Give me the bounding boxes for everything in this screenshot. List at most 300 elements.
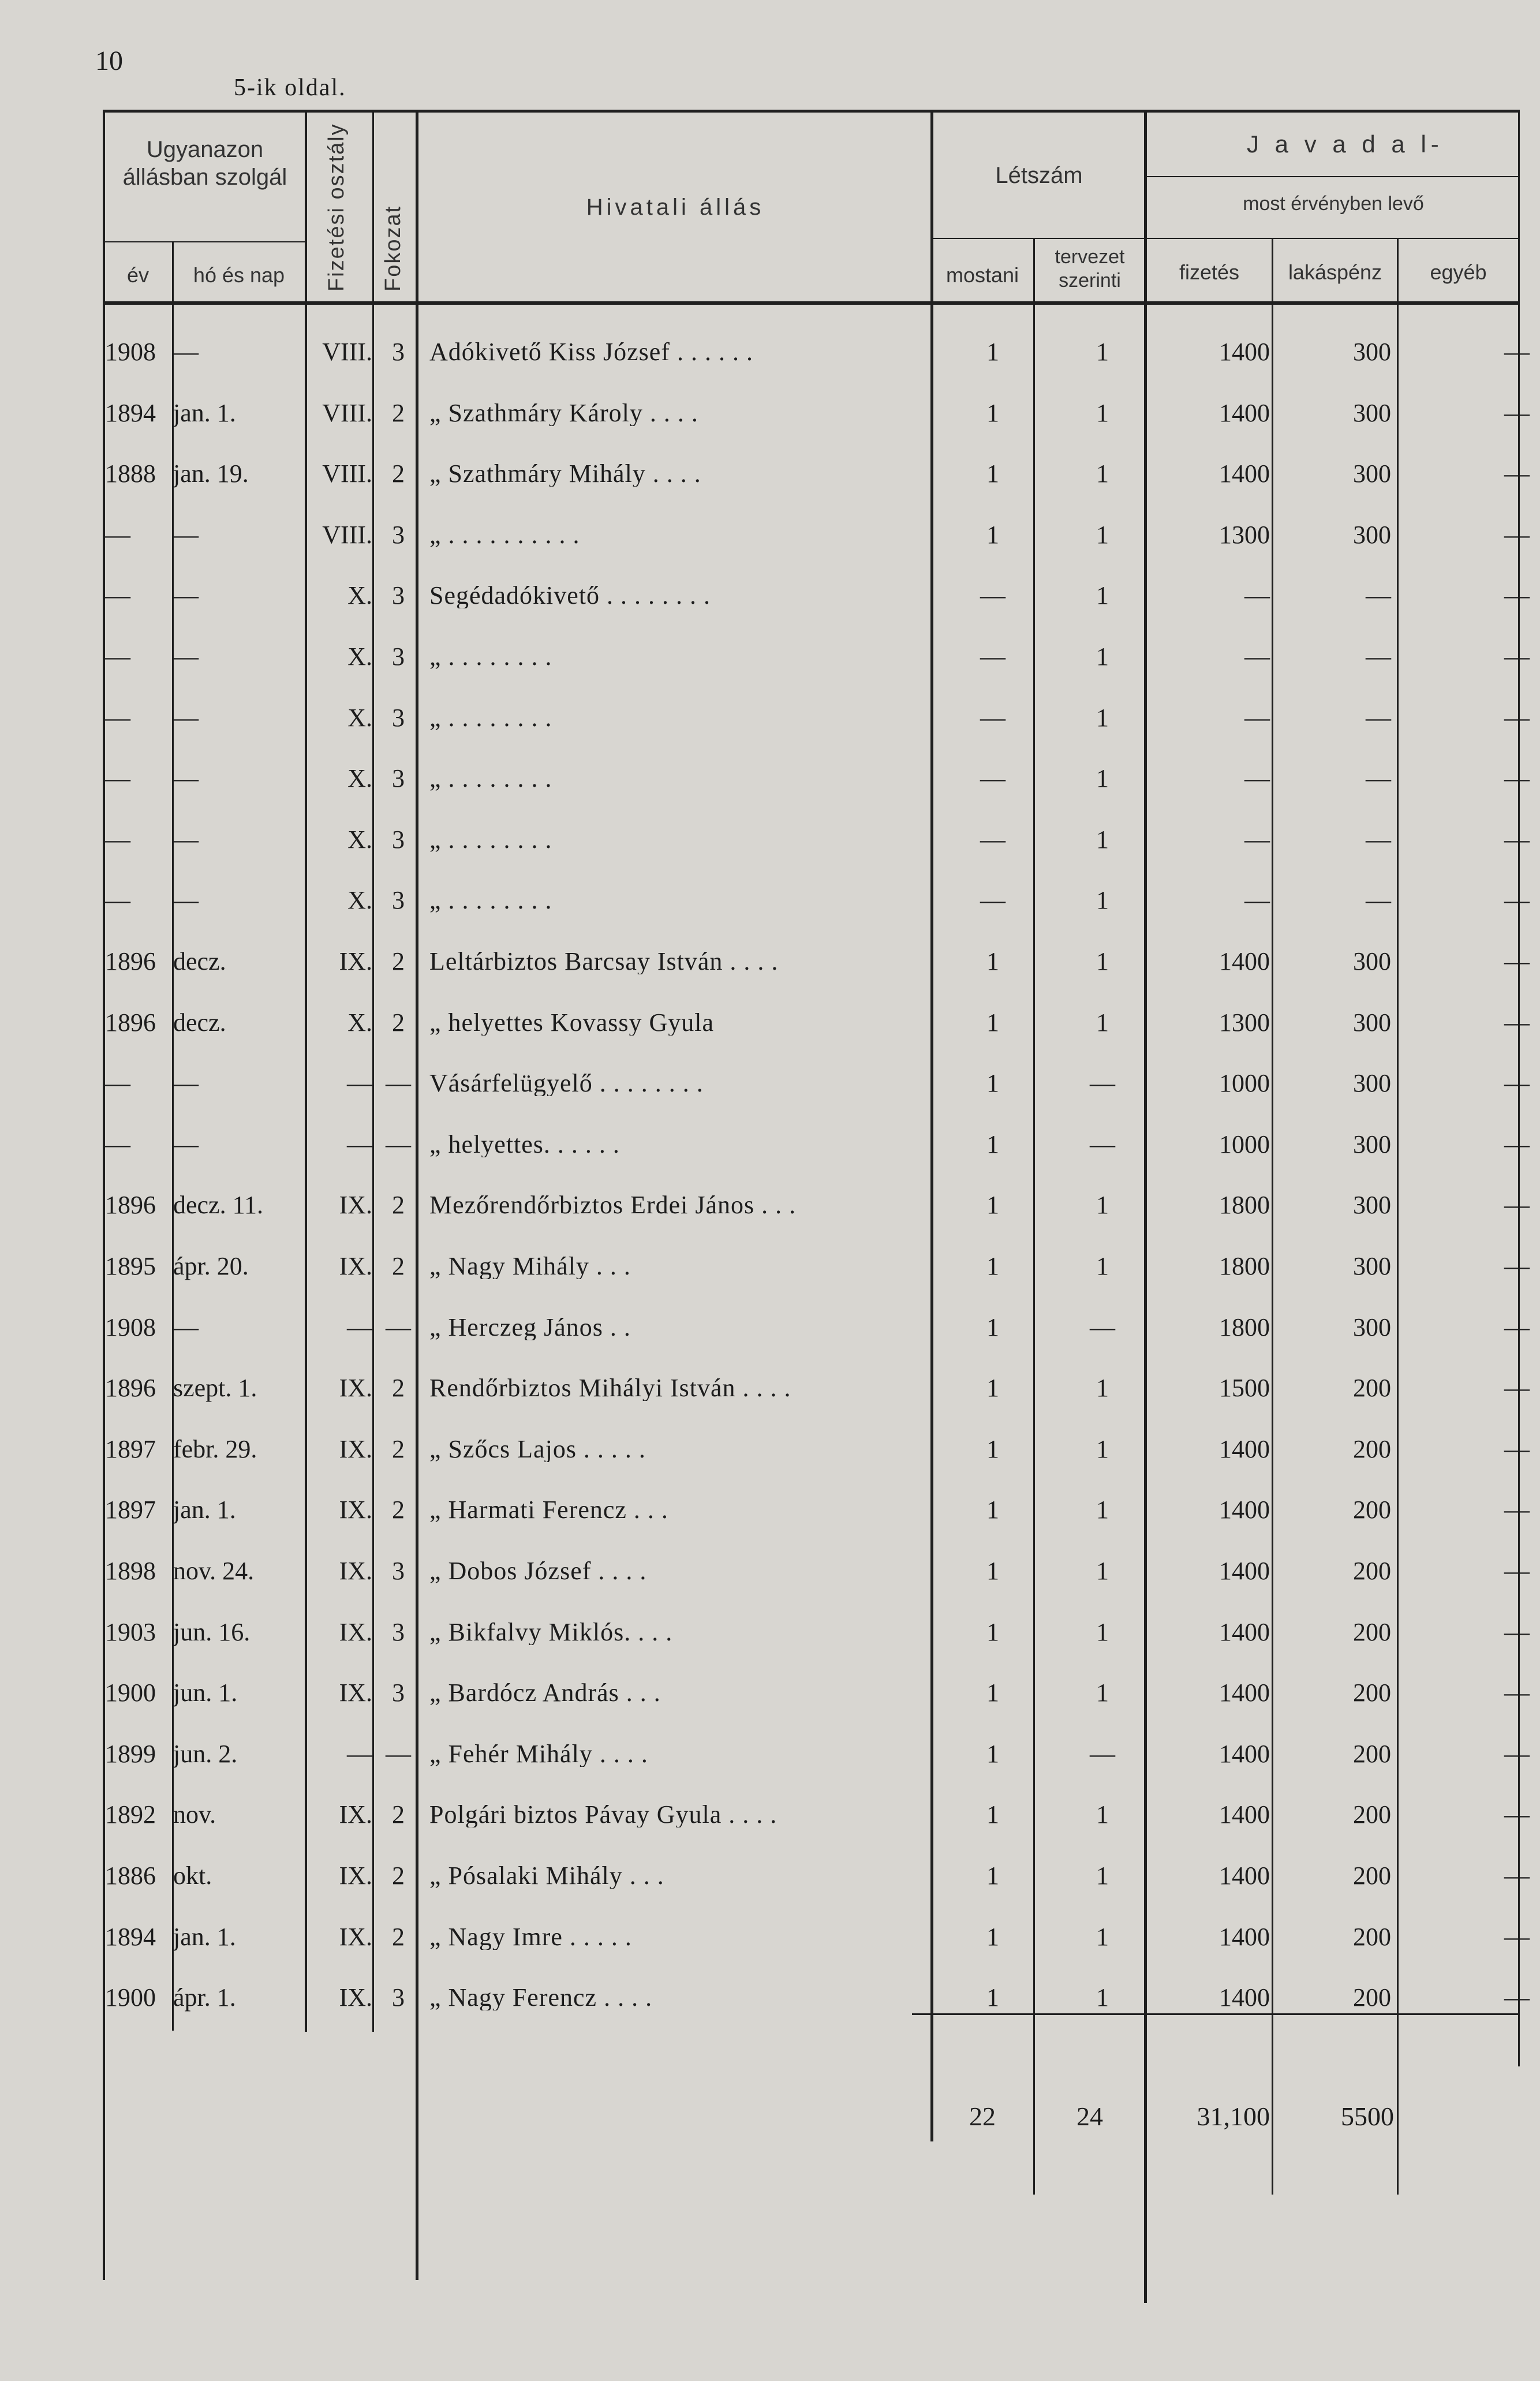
cell-year: 1899 — [105, 1740, 156, 1768]
cell-salary: — — [1244, 886, 1270, 914]
cell-class: — — [347, 1130, 372, 1158]
cell-current-count: — — [980, 642, 1006, 671]
cell-housing: — — [1366, 825, 1391, 854]
cell-position: „ Nagy Imre . . . . . — [429, 1924, 632, 1950]
cell-housing: 200 — [1353, 1740, 1391, 1768]
cell-other: — — [1504, 1313, 1530, 1341]
cell-grade: 3 — [392, 1557, 405, 1585]
cell-grade: — — [386, 1313, 411, 1341]
cell-current-count: 1 — [986, 1252, 999, 1280]
cell-housing: 200 — [1353, 1679, 1391, 1707]
cell-other: — — [1504, 459, 1530, 488]
cell-year: 1896 — [105, 947, 156, 975]
header-fokozat: Fokozat — [381, 205, 405, 291]
header-mid-rule-javadalom-2 — [1144, 238, 1520, 239]
cell-position: „ Szőcs Lajos . . . . . — [429, 1437, 646, 1462]
header-mid-rule-letszam — [930, 238, 1144, 239]
cell-date: — — [173, 764, 199, 793]
cell-planned-count: — — [1090, 1130, 1115, 1158]
cell-year: 1894 — [105, 1923, 156, 1951]
cell-current-count: 1 — [986, 1191, 999, 1219]
cell-salary: 1400 — [1219, 1862, 1270, 1890]
cell-other: — — [1504, 1862, 1530, 1890]
cell-planned-count: 1 — [1096, 1191, 1109, 1219]
cell-housing: 300 — [1353, 1252, 1391, 1280]
cell-position: „ Fehér Mihály . . . . — [429, 1741, 648, 1767]
cell-date: decz. — [173, 1008, 226, 1037]
cell-housing: — — [1366, 581, 1391, 610]
header-javadalom: J a v a d a l- — [1247, 130, 1444, 158]
cell-position: „ . . . . . . . . — [429, 705, 552, 731]
cell-year: 1888 — [105, 459, 156, 488]
cell-date: ápr. 1. — [173, 1983, 236, 2012]
cell-salary: 1800 — [1219, 1313, 1270, 1341]
cell-housing: 200 — [1353, 1983, 1391, 2012]
cell-salary: — — [1244, 704, 1270, 732]
cell-housing: 200 — [1353, 1557, 1391, 1585]
cell-current-count: 1 — [986, 1740, 999, 1768]
cell-housing: — — [1366, 642, 1391, 671]
cell-other: — — [1504, 338, 1530, 366]
cell-class: X. — [347, 642, 372, 671]
cell-other: — — [1504, 1618, 1530, 1646]
cell-grade: 2 — [392, 1008, 405, 1037]
cell-class: X. — [347, 825, 372, 854]
cell-planned-count: 1 — [1096, 704, 1109, 732]
cell-grade: 2 — [392, 1252, 405, 1280]
cell-position: „ Szathmáry Károly . . . . — [429, 401, 698, 426]
cell-date: nov. — [173, 1800, 216, 1829]
total-tervezet: 24 — [1076, 2102, 1103, 2131]
cell-planned-count: 1 — [1096, 1496, 1109, 1524]
cell-year: 1895 — [105, 1252, 156, 1280]
cell-class: IX. — [339, 1618, 372, 1646]
cell-date: decz. — [173, 947, 226, 975]
col-line-fizetes — [1272, 238, 1273, 2195]
cell-other: — — [1504, 1679, 1530, 1707]
cell-grade: 2 — [392, 947, 405, 975]
cell-housing: 200 — [1353, 1374, 1391, 1402]
cell-planned-count: 1 — [1096, 1435, 1109, 1463]
cell-current-count: 1 — [986, 1008, 999, 1037]
cell-date: jan. 1. — [173, 1923, 236, 1951]
cell-date: jun. 1. — [173, 1679, 238, 1707]
cell-housing: 300 — [1353, 1069, 1391, 1097]
cell-date: jan. 19. — [173, 459, 249, 488]
cell-date: febr. 29. — [173, 1435, 257, 1463]
cell-position: Rendőrbiztos Mihályi István . . . . — [429, 1375, 791, 1401]
header-fizetesi-osztaly: Fizetési osztály — [324, 123, 349, 291]
cell-grade: 2 — [392, 1496, 405, 1524]
cell-class: X. — [347, 704, 372, 732]
header-lakaspenz: lakáspénz — [1288, 260, 1382, 284]
cell-housing: — — [1366, 704, 1391, 732]
cell-year: 1896 — [105, 1374, 156, 1402]
cell-current-count: — — [980, 825, 1006, 854]
cell-year: 1894 — [105, 399, 156, 427]
cell-other: — — [1504, 399, 1530, 427]
cell-year: 1900 — [105, 1679, 156, 1707]
cell-planned-count: 1 — [1096, 338, 1109, 366]
cell-date: — — [173, 704, 199, 732]
cell-salary: — — [1244, 825, 1270, 854]
cell-current-count: 1 — [986, 1435, 999, 1463]
cell-other: — — [1504, 1008, 1530, 1037]
cell-salary: 1300 — [1219, 1008, 1270, 1037]
cell-housing: 300 — [1353, 459, 1391, 488]
cell-class: VIII. — [322, 459, 372, 488]
cell-class: IX. — [339, 1435, 372, 1463]
cell-other: — — [1504, 521, 1530, 549]
cell-position: Adókivető Kiss József . . . . . . — [429, 339, 753, 365]
cell-housing: 300 — [1353, 399, 1391, 427]
cell-date: — — [173, 338, 199, 366]
cell-class: IX. — [339, 947, 372, 975]
cell-planned-count: 1 — [1096, 459, 1109, 488]
cell-other: — — [1504, 947, 1530, 975]
cell-planned-count: 1 — [1096, 399, 1109, 427]
cell-current-count: 1 — [986, 1130, 999, 1158]
cell-date: szept. 1. — [173, 1374, 257, 1402]
cell-other: — — [1504, 1252, 1530, 1280]
cell-class: IX. — [339, 1983, 372, 2012]
cell-year: 1903 — [105, 1618, 156, 1646]
cell-planned-count: 1 — [1096, 1557, 1109, 1585]
cell-class: IX. — [339, 1191, 372, 1219]
cell-year: 1908 — [105, 1313, 156, 1341]
cell-housing: — — [1366, 764, 1391, 793]
cell-housing: 200 — [1353, 1923, 1391, 1951]
cell-housing: 200 — [1353, 1435, 1391, 1463]
cell-other: — — [1504, 1374, 1530, 1402]
cell-grade: 2 — [392, 1191, 405, 1219]
cell-class: IX. — [339, 1374, 372, 1402]
cell-position: „ . . . . . . . . — [429, 766, 552, 791]
cell-salary: 1000 — [1219, 1130, 1270, 1158]
cell-class: IX. — [339, 1923, 372, 1951]
cell-grade: 3 — [392, 704, 405, 732]
cell-class: — — [347, 1069, 372, 1097]
cell-year: 1900 — [105, 1983, 156, 2012]
cell-current-count: — — [980, 764, 1006, 793]
cell-grade: 3 — [392, 642, 405, 671]
cell-class: IX. — [339, 1800, 372, 1829]
col-line-class — [372, 110, 374, 2032]
cell-grade: 3 — [392, 1983, 405, 2012]
cell-grade: 3 — [392, 581, 405, 610]
cell-class: VIII. — [322, 521, 372, 549]
cell-current-count: 1 — [986, 1374, 999, 1402]
cell-position: „ Herczeg János . . — [429, 1315, 631, 1340]
cell-current-count: — — [980, 704, 1006, 732]
cell-grade: 2 — [392, 1435, 405, 1463]
cell-current-count: 1 — [986, 1496, 999, 1524]
cell-grade: 2 — [392, 459, 405, 488]
cell-date: jan. 1. — [173, 1496, 236, 1524]
header-ugyanazon: Ugyanazon állásban szolgál — [122, 137, 287, 190]
cell-other: — — [1504, 1557, 1530, 1585]
cell-position: „ Pósalaki Mihály . . . — [429, 1863, 664, 1889]
header-tervezet-szerinti: tervezet szerinti — [1055, 246, 1125, 291]
cell-grade: 3 — [392, 1679, 405, 1707]
cell-housing: 300 — [1353, 1008, 1391, 1037]
cell-grade: 3 — [392, 521, 405, 549]
cell-grade: 2 — [392, 1862, 405, 1890]
cell-planned-count: 1 — [1096, 1374, 1109, 1402]
cell-planned-count: 1 — [1096, 1923, 1109, 1951]
cell-grade: 3 — [392, 825, 405, 854]
header-fizetes: fizetés — [1179, 260, 1240, 284]
header-ho-es-nap: hó és nap — [193, 263, 285, 287]
cell-other: — — [1504, 1069, 1530, 1097]
cell-salary: — — [1244, 581, 1270, 610]
cell-salary: 1400 — [1219, 1800, 1270, 1829]
cell-position: „ . . . . . . . . — [429, 888, 552, 913]
cell-other: — — [1504, 581, 1530, 610]
cell-current-count: 1 — [986, 1923, 999, 1951]
cell-planned-count: 1 — [1096, 642, 1109, 671]
cell-year: — — [105, 581, 130, 610]
cell-grade: 2 — [392, 1374, 405, 1402]
cell-date: ápr. 20. — [173, 1252, 249, 1280]
cell-planned-count: 1 — [1096, 1252, 1109, 1280]
cell-year: — — [105, 764, 130, 793]
cell-salary: 1400 — [1219, 399, 1270, 427]
cell-housing: 200 — [1353, 1618, 1391, 1646]
cell-position: „ Nagy Mihály . . . — [429, 1254, 631, 1279]
cell-date: — — [173, 825, 199, 854]
cell-year: 1896 — [105, 1191, 156, 1219]
cell-salary: 1400 — [1219, 1557, 1270, 1585]
cell-year: — — [105, 521, 130, 549]
cell-planned-count: 1 — [1096, 825, 1109, 854]
cell-current-count: 1 — [986, 947, 999, 975]
cell-grade: 3 — [392, 886, 405, 914]
cell-position: „ Harmati Ferencz . . . — [429, 1497, 668, 1523]
total-mostani: 22 — [969, 2102, 996, 2131]
cell-planned-count: 1 — [1096, 1800, 1109, 1829]
cell-class: X. — [347, 1008, 372, 1037]
cell-housing: 200 — [1353, 1800, 1391, 1829]
cell-class: X. — [347, 764, 372, 793]
cell-grade: 2 — [392, 1923, 405, 1951]
cell-other: — — [1504, 1435, 1530, 1463]
cell-year: 1908 — [105, 338, 156, 366]
cell-salary: 1400 — [1219, 947, 1270, 975]
cell-planned-count: — — [1090, 1313, 1115, 1341]
cell-year: 1897 — [105, 1435, 156, 1463]
cell-current-count: 1 — [986, 1679, 999, 1707]
cell-other: — — [1504, 1740, 1530, 1768]
cell-planned-count: 1 — [1096, 1983, 1109, 2012]
header-ev: év — [126, 263, 149, 287]
cell-date: decz. 11. — [173, 1191, 263, 1219]
cell-other: — — [1504, 825, 1530, 854]
cell-salary: 1500 — [1219, 1374, 1270, 1402]
cell-planned-count: 1 — [1096, 886, 1109, 914]
cell-class: X. — [347, 581, 372, 610]
cell-other: — — [1504, 1130, 1530, 1158]
header-egyeb: egyéb — [1430, 260, 1487, 284]
cell-year: — — [105, 704, 130, 732]
cell-date: okt. — [173, 1862, 212, 1890]
cell-current-count: 1 — [986, 521, 999, 549]
header-mid-rule-left — [103, 241, 305, 242]
cell-salary: 1800 — [1219, 1252, 1270, 1280]
cell-date: jan. 1. — [173, 399, 236, 427]
cell-salary: 1400 — [1219, 1435, 1270, 1463]
cell-year: 1886 — [105, 1862, 156, 1890]
cell-class: IX. — [339, 1557, 372, 1585]
cell-position: „ helyettes. . . . . . — [429, 1132, 620, 1157]
cell-planned-count: 1 — [1096, 581, 1109, 610]
cell-salary: 1400 — [1219, 1923, 1270, 1951]
cell-housing: 300 — [1353, 1130, 1391, 1158]
totals-rule — [912, 2013, 1520, 2015]
cell-housing: 300 — [1353, 1191, 1391, 1219]
cell-position: Leltárbiztos Barcsay István . . . . — [429, 949, 779, 974]
cell-salary: 1400 — [1219, 1679, 1270, 1707]
page-reference: 5-ik oldal. — [234, 74, 346, 101]
cell-class: VIII. — [322, 399, 372, 427]
header-most-ervenyben-levo: most érvényben levő — [1243, 193, 1424, 215]
cell-position: „ Szathmáry Mihály . . . . — [429, 461, 701, 487]
cell-other: — — [1504, 1800, 1530, 1829]
cell-grade: — — [386, 1130, 411, 1158]
cell-date: — — [173, 642, 199, 671]
cell-position: „ helyettes Kovassy Gyula — [429, 1010, 714, 1036]
cell-other: — — [1504, 764, 1530, 793]
cell-class: VIII. — [322, 338, 372, 366]
cell-current-count: 1 — [986, 399, 999, 427]
total-lakaspenz: 5500 — [1341, 2102, 1394, 2131]
cell-salary: — — [1244, 764, 1270, 793]
cell-date: — — [173, 521, 199, 549]
cell-other: — — [1504, 886, 1530, 914]
cell-date: — — [173, 886, 199, 914]
cell-other: — — [1504, 1496, 1530, 1524]
cell-date: — — [173, 1069, 199, 1097]
cell-date: jun. 2. — [173, 1740, 238, 1768]
cell-year: 1898 — [105, 1557, 156, 1585]
cell-grade: — — [386, 1740, 411, 1768]
cell-planned-count: 1 — [1096, 1618, 1109, 1646]
cell-salary: 1400 — [1219, 1618, 1270, 1646]
cell-planned-count: 1 — [1096, 1008, 1109, 1037]
cell-year: — — [105, 1130, 130, 1158]
cell-year: — — [105, 642, 130, 671]
total-fizetes: 31,100 — [1197, 2102, 1270, 2131]
cell-position: „ Dobos József . . . . — [429, 1558, 647, 1584]
cell-other: — — [1504, 1923, 1530, 1951]
cell-salary: 1300 — [1219, 521, 1270, 549]
cell-salary: 1400 — [1219, 1496, 1270, 1524]
cell-current-count: 1 — [986, 1618, 999, 1646]
cell-position: Polgári biztos Pávay Gyula . . . . — [429, 1802, 778, 1827]
header-hivatali-allas: Hivatali állás — [586, 195, 765, 220]
cell-grade: — — [386, 1069, 411, 1097]
cell-current-count: 1 — [986, 1313, 999, 1341]
cell-position: „ Nagy Ferencz . . . . — [429, 1985, 653, 2010]
cell-grade: 2 — [392, 399, 405, 427]
cell-planned-count: 1 — [1096, 521, 1109, 549]
cell-class: IX. — [339, 1862, 372, 1890]
cell-planned-count: 1 — [1096, 1679, 1109, 1707]
cell-other: — — [1504, 1191, 1530, 1219]
cell-planned-count: 1 — [1096, 947, 1109, 975]
cell-year: 1892 — [105, 1800, 156, 1829]
cell-position: Vásárfelügyelő . . . . . . . . — [429, 1071, 704, 1096]
col-line-desc — [930, 110, 933, 2141]
cell-housing: — — [1366, 886, 1391, 914]
cell-salary: 1800 — [1219, 1191, 1270, 1219]
cell-grade: 3 — [392, 1618, 405, 1646]
cell-class: IX. — [339, 1679, 372, 1707]
cell-year: 1896 — [105, 1008, 156, 1037]
cell-current-count: 1 — [986, 1983, 999, 2012]
cell-salary: 1400 — [1219, 1983, 1270, 2012]
cell-year: 1897 — [105, 1496, 156, 1524]
cell-class: X. — [347, 886, 372, 914]
cell-other: — — [1504, 642, 1530, 671]
page-number: 10 — [95, 46, 123, 76]
cell-current-count: 1 — [986, 1800, 999, 1829]
cell-housing: 200 — [1353, 1862, 1391, 1890]
cell-current-count: 1 — [986, 1557, 999, 1585]
cell-other: — — [1504, 1983, 1530, 2012]
cell-grade: 3 — [392, 338, 405, 366]
cell-grade: 2 — [392, 1800, 405, 1829]
cell-housing: 300 — [1353, 1313, 1391, 1341]
header-mostani: mostani — [945, 263, 1019, 287]
cell-date: jun. 16. — [173, 1618, 251, 1646]
cell-current-count: 1 — [986, 459, 999, 488]
cell-planned-count: — — [1090, 1069, 1115, 1097]
cell-other: — — [1504, 704, 1530, 732]
cell-class: — — [347, 1740, 372, 1768]
header-mid-rule-javadalom — [1144, 176, 1520, 177]
cell-date: nov. 24. — [173, 1557, 255, 1585]
cell-class: — — [347, 1313, 372, 1341]
cell-salary: — — [1244, 642, 1270, 671]
cell-year: — — [105, 1069, 130, 1097]
cell-current-count: — — [980, 886, 1006, 914]
cell-class: IX. — [339, 1252, 372, 1280]
cell-position: „ . . . . . . . . . . — [429, 522, 580, 548]
cell-current-count: 1 — [986, 1862, 999, 1890]
col-line-lakaspenz — [1397, 238, 1399, 2195]
cell-date: — — [173, 1313, 199, 1341]
header-letszam: Létszám — [995, 163, 1083, 188]
cell-current-count: 1 — [986, 1069, 999, 1097]
cell-position: „ Bikfalvy Miklós. . . . — [429, 1620, 673, 1645]
cell-salary: 1400 — [1219, 338, 1270, 366]
cell-housing: 200 — [1353, 1496, 1391, 1524]
cell-planned-count: 1 — [1096, 1862, 1109, 1890]
cell-housing: 300 — [1353, 947, 1391, 975]
cell-planned-count: — — [1090, 1740, 1115, 1768]
cell-class: IX. — [339, 1496, 372, 1524]
cell-salary: 1000 — [1219, 1069, 1270, 1097]
cell-planned-count: 1 — [1096, 764, 1109, 793]
cell-salary: 1400 — [1219, 459, 1270, 488]
col-line-grade — [416, 110, 418, 2280]
cell-current-count: — — [980, 581, 1006, 610]
cell-salary: 1400 — [1219, 1740, 1270, 1768]
cell-position: Mezőrendőrbiztos Erdei János . . . — [429, 1193, 797, 1218]
cell-housing: 300 — [1353, 521, 1391, 549]
cell-position: „ . . . . . . . . — [429, 827, 552, 853]
